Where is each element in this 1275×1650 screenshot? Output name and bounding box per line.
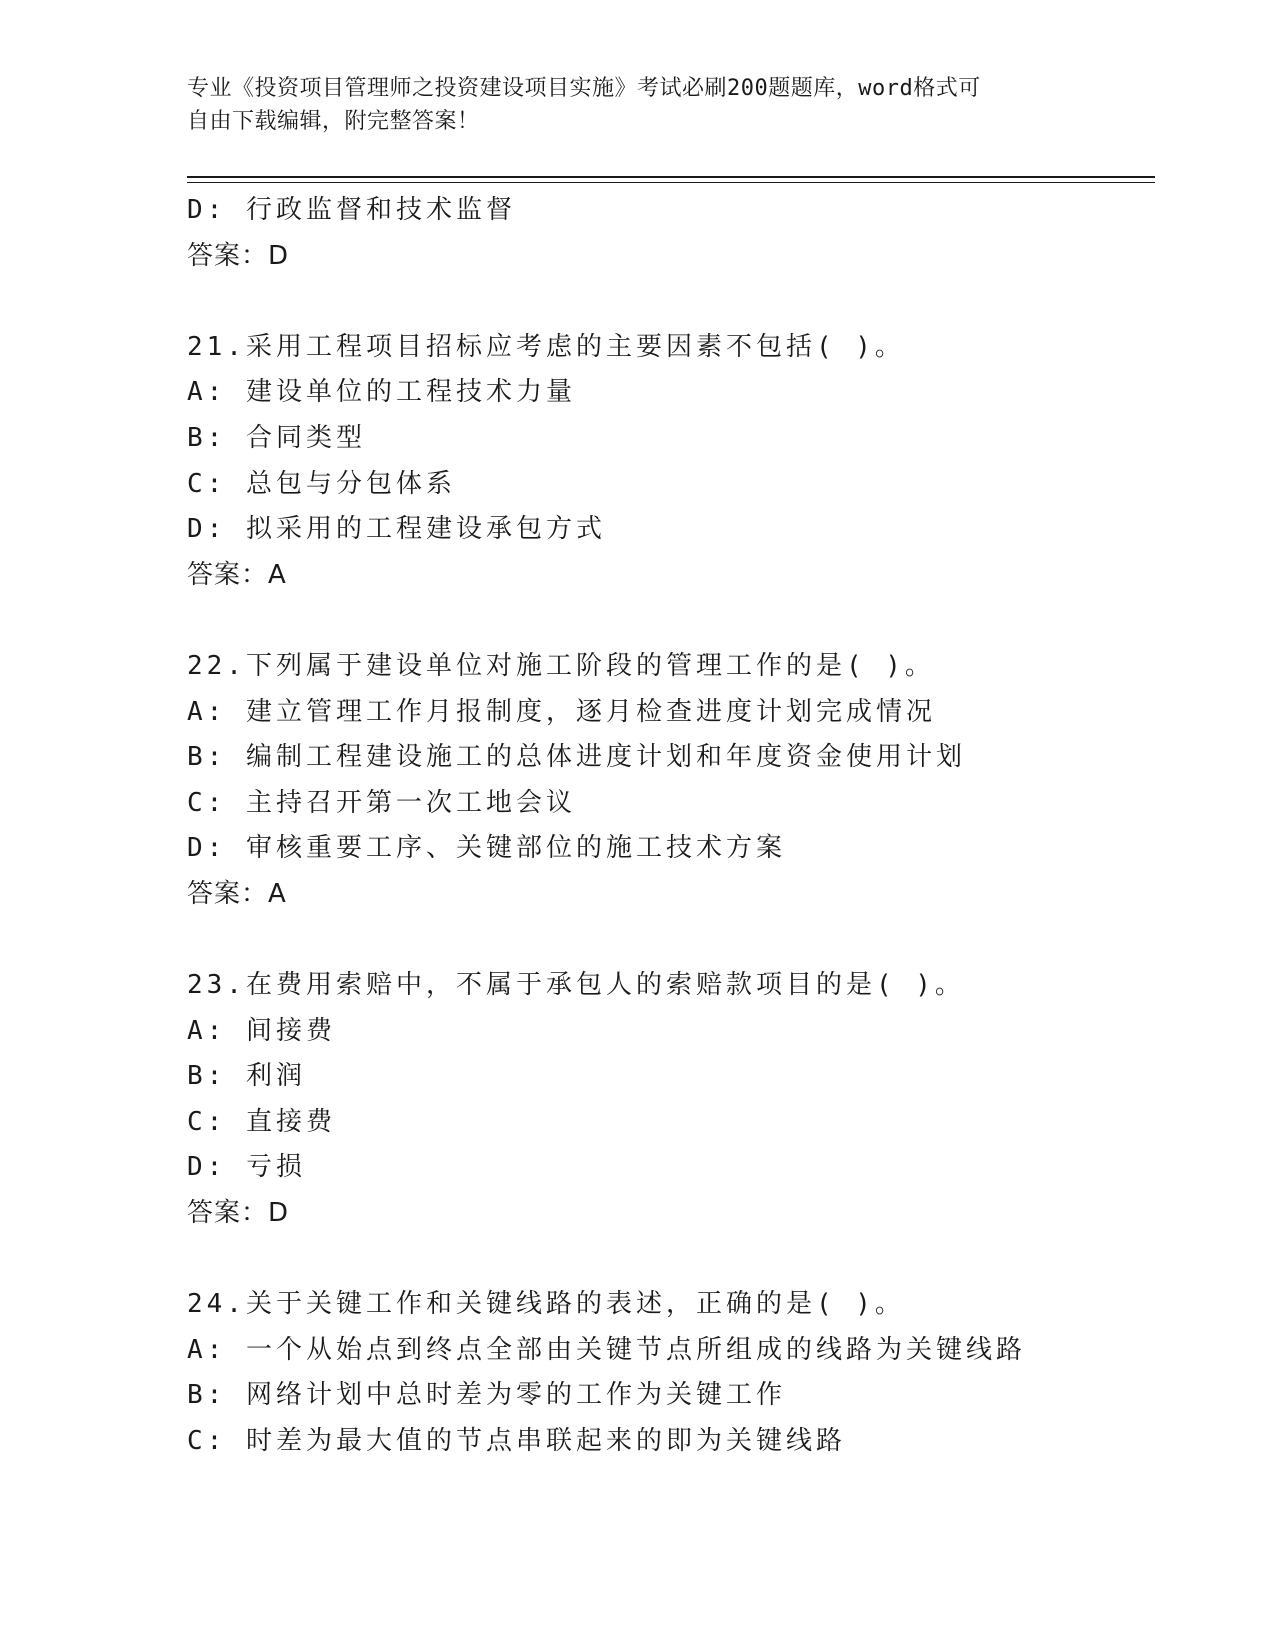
spacer [187,598,1155,644]
option-b: B: 合同类型 [187,422,366,453]
question-21: 21.采用工程项目招标应考虑的主要因素不包括( )。 [187,331,905,362]
option-a: A: 一个从始点到终点全部由关键节点所组成的线路为关键线路 [187,1334,1026,1365]
header-line-1: 专业《投资项目管理师之投资建设项目实施》考试必刷200题题库，word格式可 [187,76,981,101]
option-d: D: 审核重要工序、关键部位的施工技术方案 [187,833,786,864]
option-d: D: 亏损 [187,1152,306,1183]
answer-line: 答案：A [187,559,287,590]
option-d: D: 拟采用的工程建设承包方式 [187,514,606,545]
option-c: C: 直接费 [187,1106,336,1137]
option-b: B: 利润 [187,1061,306,1092]
header-divider-thin [187,182,1155,183]
option-a: A: 建立管理工作月报制度，逐月检查进度计划完成情况 [187,696,936,727]
option-d: D: 行政监督和技术监督 [187,195,516,225]
option-b: B: 网络计划中总时差为零的工作为关键工作 [187,1380,786,1411]
answer-line: 答案：D [187,1198,290,1229]
option-c: C: 时差为最大值的节点串联起来的即为关键线路 [187,1426,846,1457]
document-header [187,72,1087,138]
option-a: A: 间接费 [187,1015,336,1046]
option-c: C: 总包与分包体系 [187,468,456,499]
option-c: C: 主持召开第一次工地会议 [187,787,576,818]
spacer [187,279,1155,325]
question-22: 22.下列属于建设单位对施工阶段的管理工作的是( )。 [187,650,935,681]
option-a: A: 建设单位的工程技术力量 [187,377,576,408]
spacer [187,918,1155,964]
option-b: B: 编制工程建设施工的总体进度计划和年度资金使用计划 [187,742,966,773]
question-list [187,188,1155,1465]
spacer [187,1237,1155,1283]
header-line-2: 自由下载编辑，附完整答案！ [187,109,480,134]
header-divider-thick [187,176,1155,178]
question-23: 23.在费用索赔中，不属于承包人的索赔款项目的是( )。 [187,970,965,1001]
answer-line: 答案：D [187,240,290,271]
question-24: 24.关于关键工作和关键线路的表述，正确的是( )。 [187,1289,905,1320]
answer-line: 答案：A [187,878,287,909]
